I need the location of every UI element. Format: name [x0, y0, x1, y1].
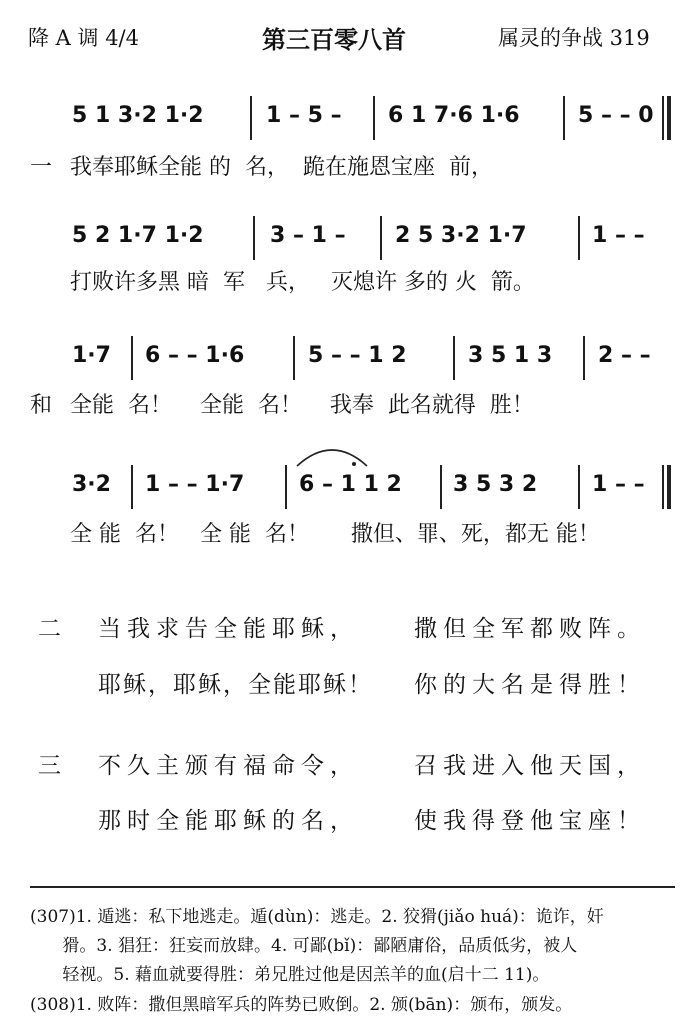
verse-line: 你的大名是得胜！	[414, 672, 646, 698]
bar-line	[563, 96, 565, 140]
bar-line	[250, 96, 252, 140]
bar-line	[293, 336, 295, 380]
measure: 1·7	[72, 343, 111, 368]
hymn-category: 属灵的争战 319	[498, 26, 650, 50]
bar-line	[578, 465, 580, 509]
bar-line	[285, 465, 287, 509]
verse-line: 不久主颁有福命令，	[98, 753, 359, 779]
measure: 1 – – 1·7	[145, 472, 245, 497]
verse-line: 使我得登他宝座！	[414, 808, 646, 834]
bar-line	[583, 336, 585, 380]
lyric-line: 我奉耶稣全能 的 名， 跪在施恩宝座 前，	[70, 155, 493, 180]
key-signature: 降 A 调 4/4	[28, 26, 139, 50]
footnote-line: 猾。3. 猖狂：狂妄而放肆。4. 可鄙(bǐ)：鄙陋庸俗，品质低劣，被人	[30, 936, 578, 956]
lyric-line: 全能 名！ 全能 名！ 我奉 此名就得 胜！	[70, 393, 534, 418]
verse-number: 一	[30, 155, 53, 180]
slur-arc	[292, 440, 372, 470]
measure: 1 – –	[592, 472, 645, 497]
measure: 1 – –	[592, 223, 645, 248]
final-bar-thin	[662, 96, 664, 140]
bar-line	[453, 336, 455, 380]
verse-line: 撒但全军都败阵。	[414, 616, 646, 642]
measure: 6 1 7·6 1·6	[388, 103, 520, 128]
measure: 5 – – 1 2	[308, 343, 407, 368]
lyric-line: 打败许多黑 暗 军 兵， 灭熄许 多的 火 箭。	[70, 270, 535, 295]
verse-line: 耶稣，耶稣，全能耶稣！	[98, 672, 373, 698]
measure: 6 – 1 1 2	[299, 472, 402, 497]
measure: 5 1 3·2 1·2	[72, 103, 204, 128]
footnote-line: 轻视。5. 藉血就要得胜：弟兄胜过他是因羔羊的血(启十二 11)。	[30, 965, 550, 985]
footnote-divider	[30, 886, 675, 888]
measure: 5 – – 0	[578, 103, 654, 128]
measure: 3 5 3 2	[453, 472, 538, 497]
lyric-line: 全 能 名！ 全 能 名！ 撒但、罪、死，都无 能！	[70, 522, 600, 547]
verse-line: 召我进入他天国，	[414, 753, 646, 779]
bar-line	[373, 96, 375, 140]
verse-line: 那时全能耶稣的名，	[98, 808, 359, 834]
bar-line	[131, 336, 133, 380]
bar-line	[440, 465, 442, 509]
final-bar-thin	[662, 465, 664, 509]
measure: 2 – –	[598, 343, 651, 368]
bar-line	[380, 216, 382, 260]
measure: 5 2 1·7 1·2	[72, 223, 204, 248]
measure: 3 – 1 –	[270, 223, 346, 248]
chorus-marker: 和	[30, 393, 53, 418]
footnote-line: (308)1. 败阵：撒但黑暗军兵的阵势已败倒。2. 颁(bān)：颁布，颁发。	[30, 995, 573, 1015]
footnote-line: (307)1. 遁逃：私下地逃走。遁(dùn)：逃走。2. 狡猾(jiǎo huá)：诡诈，奸	[30, 907, 604, 927]
verse-line: 当我求告全能耶稣，	[98, 616, 359, 642]
hymn-title: 第三百零八首	[262, 25, 406, 54]
final-bar-thick	[667, 96, 671, 140]
measure: 2 5 3·2 1·7	[395, 223, 527, 248]
measure: 3·2	[72, 472, 111, 497]
measure: 1 – 5 –	[266, 103, 342, 128]
bar-line	[253, 216, 255, 260]
verse-number: 三	[38, 753, 61, 779]
bar-line	[131, 465, 133, 509]
bar-line	[578, 216, 580, 260]
verse-number: 二	[38, 616, 61, 642]
measure: 3 5 1 3	[468, 343, 553, 368]
final-bar-thick	[667, 465, 671, 509]
measure: 6 – – 1·6	[145, 343, 245, 368]
